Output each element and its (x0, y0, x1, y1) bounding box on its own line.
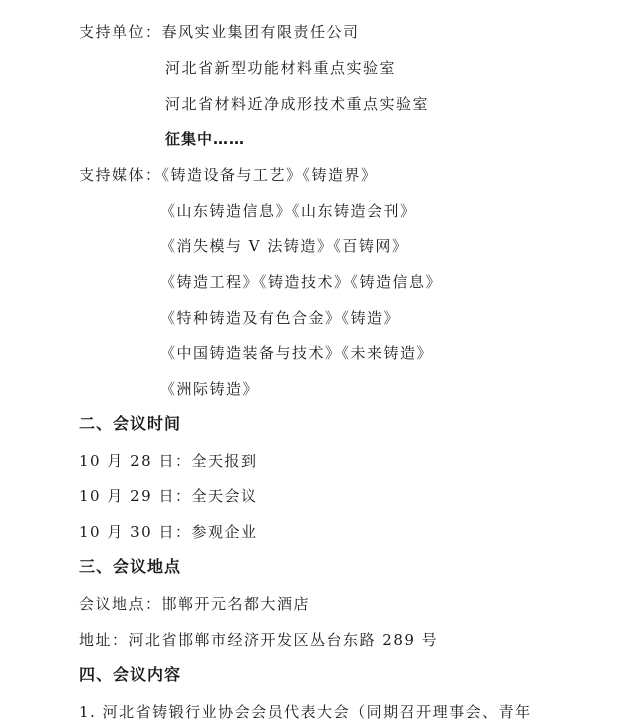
support-media-item: 《特种铸造及有色合金》《铸造》 (160, 309, 401, 327)
section-heading-time: 二、会议时间 (79, 414, 182, 433)
schedule-item: 10 月 28 日：全天报到 (79, 452, 258, 470)
schedule-item: 10 月 30 日：参观企业 (79, 523, 258, 541)
address-line: 地址：河北省邯郸市经济开发区丛台东路 289 号 (79, 631, 439, 649)
support-unit-item: 春风实业集团有限责任公司 (161, 23, 360, 41)
support-media-item: 《中国铸造装备与技术》《未来铸造》 (160, 344, 434, 362)
support-units-label: 支持单位： (79, 23, 162, 41)
support-unit-item: 河北省新型功能材料重点实验室 (165, 59, 397, 77)
section-heading-place: 三、会议地点 (79, 557, 182, 576)
support-units-row (79, 22, 360, 42)
venue-line: 会议地点：邯郸开元名都大酒店 (79, 595, 311, 613)
support-media-item: 《洲际铸造》 (160, 380, 260, 398)
support-units-collecting: 征集中…… (165, 130, 246, 148)
section-heading-content: 四、会议内容 (79, 665, 182, 684)
content-item: 1. 河北省铸锻行业协会会员代表大会（同期召开理事会、青年 (79, 703, 532, 721)
support-media-row (79, 165, 378, 185)
support-media-item: 《铸造设备与工艺》《铸造界》 (161, 166, 378, 184)
support-media-item: 《铸造工程》《铸造技术》《铸造信息》 (160, 273, 443, 291)
support-media-item: 《消失模与 V 法铸造》《百铸网》 (160, 237, 409, 255)
support-unit-item: 河北省材料近净成形技术重点实验室 (165, 95, 430, 113)
support-media-label: 支持媒体： (79, 166, 162, 184)
support-media-item: 《山东铸造信息》《山东铸造会刊》 (160, 202, 417, 220)
schedule-item: 10 月 29 日：全天会议 (79, 487, 258, 505)
